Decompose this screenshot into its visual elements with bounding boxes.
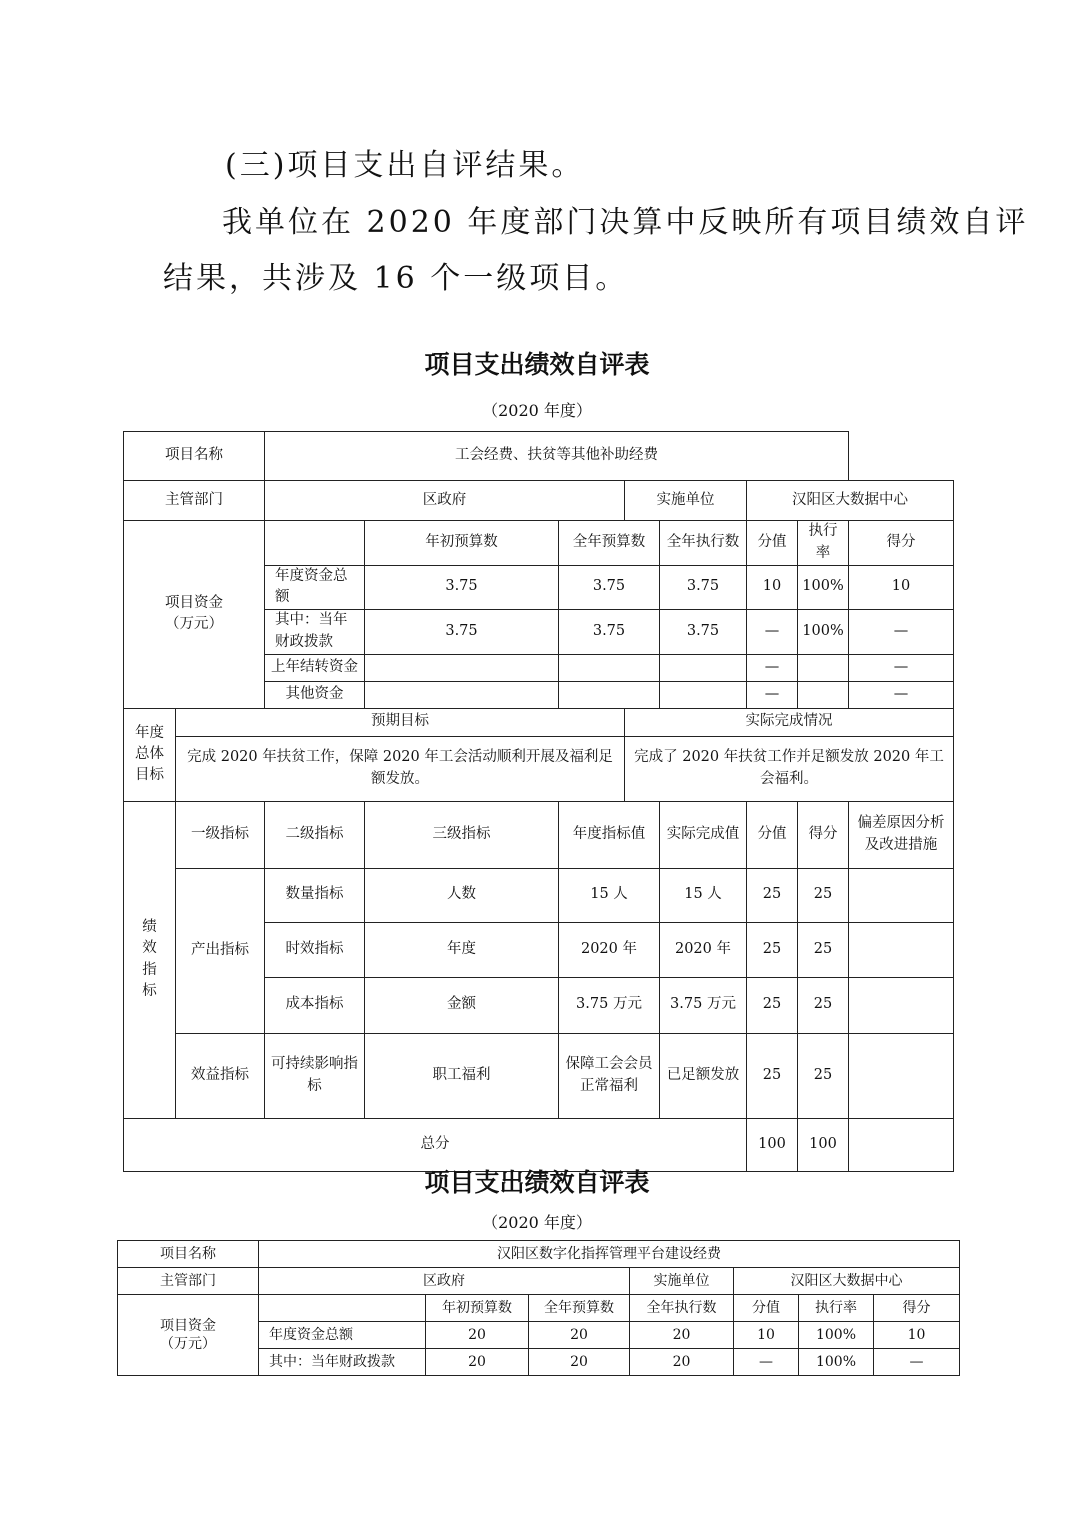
funds-cell bbox=[365, 654, 559, 681]
target-cell: 2020 年 bbox=[559, 922, 660, 977]
performance-indicators-label: 绩 效 指 标 bbox=[124, 801, 176, 1118]
funds-header: 得分 bbox=[874, 1295, 960, 1322]
funds-cell: — bbox=[734, 1349, 799, 1376]
section-heading: (三)项目支出自评结果。 bbox=[225, 148, 585, 183]
empty-corner bbox=[849, 432, 954, 481]
target-header: 年度指标值 bbox=[559, 801, 660, 868]
level2-header: 二级指标 bbox=[265, 801, 365, 868]
funds-cell: 100% bbox=[798, 565, 849, 610]
funds-cell bbox=[365, 681, 559, 708]
funds-header: 全年执行数 bbox=[660, 521, 747, 566]
intro-paragraph-line1: 我单位在 2020 年度部门决算中反映所有项目绩效自评 bbox=[222, 205, 1029, 240]
level1-header: 一级指标 bbox=[176, 801, 265, 868]
score-value-header: 分值 bbox=[747, 801, 798, 868]
actual-completion-label: 实际完成情况 bbox=[625, 708, 954, 736]
target-cell: 15 人 bbox=[559, 868, 660, 922]
dept-label: 主管部门 bbox=[118, 1268, 259, 1295]
annual-goal-label: 年度 总体 目标 bbox=[124, 708, 176, 801]
intro-paragraph-line2: 结果，共涉及 16 个一级项目。 bbox=[163, 261, 629, 296]
level2-cell: 可持续影响指标 bbox=[265, 1033, 365, 1118]
dept-value: 区政府 bbox=[259, 1268, 630, 1295]
performance-row bbox=[124, 1033, 954, 1118]
target-cell: 3.75 万元 bbox=[559, 977, 660, 1033]
funds-header: 全年执行数 bbox=[630, 1295, 734, 1322]
expected-goal-label: 预期目标 bbox=[176, 708, 625, 736]
score-header: 得分 bbox=[798, 801, 849, 868]
funds-cell bbox=[798, 654, 849, 681]
total-label: 总分 bbox=[124, 1118, 747, 1171]
funds-cell: 3.75 bbox=[559, 610, 660, 655]
actual-cell: 15 人 bbox=[660, 868, 747, 922]
project-name-value: 汉阳区数字化指挥管理平台建设经费 bbox=[259, 1241, 960, 1268]
level3-cell: 职工福利 bbox=[365, 1033, 559, 1118]
level2-cell: 数量指标 bbox=[265, 868, 365, 922]
funds-cell: 10 bbox=[849, 565, 954, 610]
funds-label: 项目资金 （万元） bbox=[118, 1295, 259, 1376]
level3-cell: 人数 bbox=[365, 868, 559, 922]
dept-value: 区政府 bbox=[265, 481, 625, 521]
table1-subtitle: （2020 年度） bbox=[482, 401, 592, 420]
funds-cell: 20 bbox=[529, 1322, 630, 1349]
actual-cell: 已足额发放 bbox=[660, 1033, 747, 1118]
score-cell: 25 bbox=[798, 1033, 849, 1118]
funds-cell: 3.75 bbox=[559, 565, 660, 610]
funds-cell: 100% bbox=[799, 1349, 874, 1376]
impl-unit-value: 汉阳区大数据中心 bbox=[734, 1268, 960, 1295]
score-value-cell: 25 bbox=[747, 1033, 798, 1118]
dept-label: 主管部门 bbox=[124, 481, 265, 521]
table2-self-evaluation bbox=[117, 1240, 960, 1376]
funds-cell: — bbox=[849, 610, 954, 655]
project-name-label: 项目名称 bbox=[124, 432, 265, 481]
level3-cell: 年度 bbox=[365, 922, 559, 977]
impl-unit-value: 汉阳区大数据中心 bbox=[747, 481, 954, 521]
target-cell: 保障工会会员正常福利 bbox=[559, 1033, 660, 1118]
funds-row-label: 其中：当年财政拨款 bbox=[265, 610, 365, 655]
funds-header: 得分 bbox=[849, 521, 954, 566]
project-name-label: 项目名称 bbox=[118, 1241, 259, 1268]
funds-header: 全年预算数 bbox=[529, 1295, 630, 1322]
funds-cell: 100% bbox=[799, 1322, 874, 1349]
funds-cell: 10 bbox=[747, 565, 798, 610]
funds-cell: 10 bbox=[734, 1322, 799, 1349]
funds-row-label: 其他资金 bbox=[265, 681, 365, 708]
actual-cell: 2020 年 bbox=[660, 922, 747, 977]
funds-row-label: 其中：当年财政拨款 bbox=[259, 1349, 426, 1376]
score-cell: 25 bbox=[798, 977, 849, 1033]
analysis-cell bbox=[849, 922, 954, 977]
analysis-header: 偏差原因分析及改进措施 bbox=[849, 801, 954, 868]
funds-header: 全年预算数 bbox=[559, 521, 660, 566]
expected-goal-text: 完成 2020 年扶贫工作，保障 2020 年工会活动顺利开展及福利足额发放。 bbox=[176, 736, 625, 801]
funds-cell: — bbox=[849, 654, 954, 681]
analysis-cell bbox=[849, 977, 954, 1033]
funds-row-label: 年度资金总额 bbox=[259, 1322, 426, 1349]
funds-cell: 20 bbox=[630, 1322, 734, 1349]
funds-cell: 20 bbox=[426, 1322, 529, 1349]
funds-header: 分值 bbox=[734, 1295, 799, 1322]
funds-label: 项目资金 （万元） bbox=[124, 521, 265, 709]
funds-cell bbox=[660, 681, 747, 708]
funds-cell bbox=[660, 654, 747, 681]
funds-cell: — bbox=[747, 654, 798, 681]
total-score: 100 bbox=[798, 1118, 849, 1171]
funds-header: 年初预算数 bbox=[365, 521, 559, 566]
output-indicator-label: 产出指标 bbox=[176, 868, 265, 1033]
total-value: 100 bbox=[747, 1118, 798, 1171]
funds-header: 分值 bbox=[747, 521, 798, 566]
impl-unit-label: 实施单位 bbox=[625, 481, 747, 521]
score-value-cell: 25 bbox=[747, 977, 798, 1033]
funds-cell: 20 bbox=[529, 1349, 630, 1376]
funds-header-blank bbox=[265, 521, 365, 566]
funds-header: 执行率 bbox=[798, 521, 849, 566]
funds-cell: — bbox=[849, 681, 954, 708]
funds-cell: — bbox=[747, 610, 798, 655]
funds-cell: 10 bbox=[874, 1322, 960, 1349]
funds-row-label: 上年结转资金 bbox=[265, 654, 365, 681]
funds-cell: — bbox=[874, 1349, 960, 1376]
funds-cell: 20 bbox=[630, 1349, 734, 1376]
actual-header: 实际完成值 bbox=[660, 801, 747, 868]
funds-cell: 3.75 bbox=[660, 565, 747, 610]
funds-cell bbox=[559, 681, 660, 708]
performance-row bbox=[124, 868, 954, 922]
project-name-value: 工会经费、扶贫等其他补助经费 bbox=[265, 432, 849, 481]
score-value-cell: 25 bbox=[747, 868, 798, 922]
funds-cell bbox=[798, 681, 849, 708]
score-value-cell: 25 bbox=[747, 922, 798, 977]
benefit-indicator-label: 效益指标 bbox=[176, 1033, 265, 1118]
funds-cell: 20 bbox=[426, 1349, 529, 1376]
funds-cell: 100% bbox=[798, 610, 849, 655]
score-cell: 25 bbox=[798, 922, 849, 977]
actual-cell: 3.75 万元 bbox=[660, 977, 747, 1033]
funds-cell: — bbox=[747, 681, 798, 708]
funds-cell: 3.75 bbox=[365, 565, 559, 610]
table2-title: 项目支出绩效自评表 bbox=[424, 1168, 650, 1197]
funds-row-label: 年度资金总额 bbox=[265, 565, 365, 610]
analysis-cell bbox=[849, 868, 954, 922]
funds-cell: 3.75 bbox=[365, 610, 559, 655]
level3-cell: 金额 bbox=[365, 977, 559, 1033]
table1-title: 项目支出绩效自评表 bbox=[424, 350, 650, 379]
funds-cell: 3.75 bbox=[660, 610, 747, 655]
funds-header: 年初预算数 bbox=[426, 1295, 529, 1322]
actual-completion-text: 完成了 2020 年扶贫工作并足额发放 2020 年工会福利。 bbox=[625, 736, 954, 801]
funds-header: 执行率 bbox=[799, 1295, 874, 1322]
score-cell: 25 bbox=[798, 868, 849, 922]
funds-header-blank bbox=[259, 1295, 426, 1322]
level2-cell: 成本指标 bbox=[265, 977, 365, 1033]
table1-self-evaluation bbox=[123, 431, 954, 1172]
impl-unit-label: 实施单位 bbox=[630, 1268, 734, 1295]
analysis-cell bbox=[849, 1033, 954, 1118]
level3-header: 三级指标 bbox=[365, 801, 559, 868]
table2-subtitle: （2020 年度） bbox=[482, 1213, 592, 1232]
funds-cell bbox=[559, 654, 660, 681]
level2-cell: 时效指标 bbox=[265, 922, 365, 977]
